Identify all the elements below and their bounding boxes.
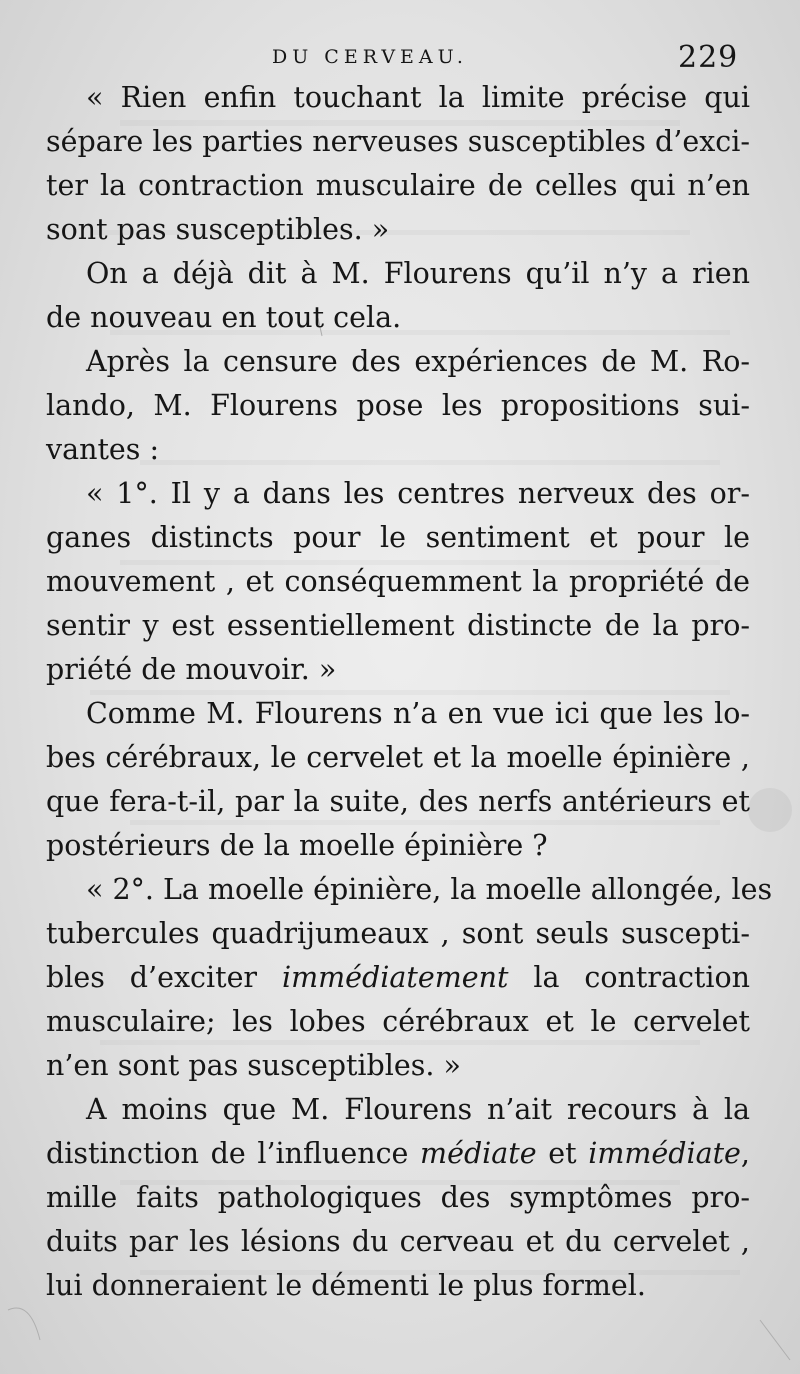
text-line: de nouveau en tout cela. bbox=[46, 301, 402, 334]
text-line: A moins que M. Flourens n’ait recours à la bbox=[86, 1093, 750, 1126]
text-line: bes cérébraux, le cervelet et la moelle épinière , bbox=[46, 741, 750, 774]
text-line: duits par les lésions du cerveau et du cervelet , bbox=[46, 1225, 750, 1258]
text-line: Après la censure des expériences de M. Ro- bbox=[86, 345, 750, 378]
text-line: On a déjà dit à M. Flourens qu’il n’y a rien bbox=[86, 257, 750, 290]
text-line: « 1°. Il y a dans les centres nerveux des or- bbox=[86, 477, 750, 510]
text-line: que fera-t-il, par la suite, des nerfs antérieurs et bbox=[46, 785, 750, 818]
text-line: sont pas susceptibles. » bbox=[46, 213, 390, 246]
running-head bbox=[0, 40, 800, 80]
text-line: lui donneraient le démenti le plus formel. bbox=[46, 1269, 646, 1302]
text-line: vantes : bbox=[46, 433, 160, 466]
running-title: DU CERVEAU. bbox=[272, 46, 468, 68]
text-line: lando, M. Flourens pose les propositions sui- bbox=[46, 389, 750, 422]
page-number: 229 bbox=[678, 40, 739, 75]
text-line: ter la contraction musculaire de celles qui n’en bbox=[46, 169, 750, 202]
text-line: distinction de l’influence médiate et immédiate, bbox=[46, 1137, 750, 1170]
text-line: priété de mouvoir. » bbox=[46, 653, 337, 686]
text-line: « Rien enfin touchant la limite précise qui bbox=[86, 81, 750, 114]
text-line: bles d’exciter immédiatement la contraction bbox=[46, 961, 751, 994]
text-line: mouvement , et conséquemment la propriété de bbox=[46, 565, 750, 598]
text-line: musculaire; les lobes cérébraux et le cervelet bbox=[46, 1005, 750, 1038]
text-line: ganes distincts pour le sentiment et pour le bbox=[46, 521, 750, 554]
text-line: sépare les parties nerveuses susceptibles d’exci- bbox=[46, 125, 750, 158]
text-line: « 2°. La moelle épinière, la moelle allongée, les bbox=[86, 873, 773, 906]
text-line: tubercules quadrijumeaux , sont seuls suscepti- bbox=[46, 917, 750, 950]
text-line: n’en sont pas susceptibles. » bbox=[46, 1049, 461, 1082]
body-text bbox=[46, 76, 773, 1308]
text-line: mille faits pathologiques des symptômes pro- bbox=[46, 1181, 750, 1214]
text-line: Comme M. Flourens n’a en vue ici que les lo- bbox=[86, 697, 750, 730]
text-line: sentir y est essentiellement distincte de la pro- bbox=[46, 609, 750, 642]
text-line: postérieurs de la moelle épinière ? bbox=[46, 829, 548, 862]
